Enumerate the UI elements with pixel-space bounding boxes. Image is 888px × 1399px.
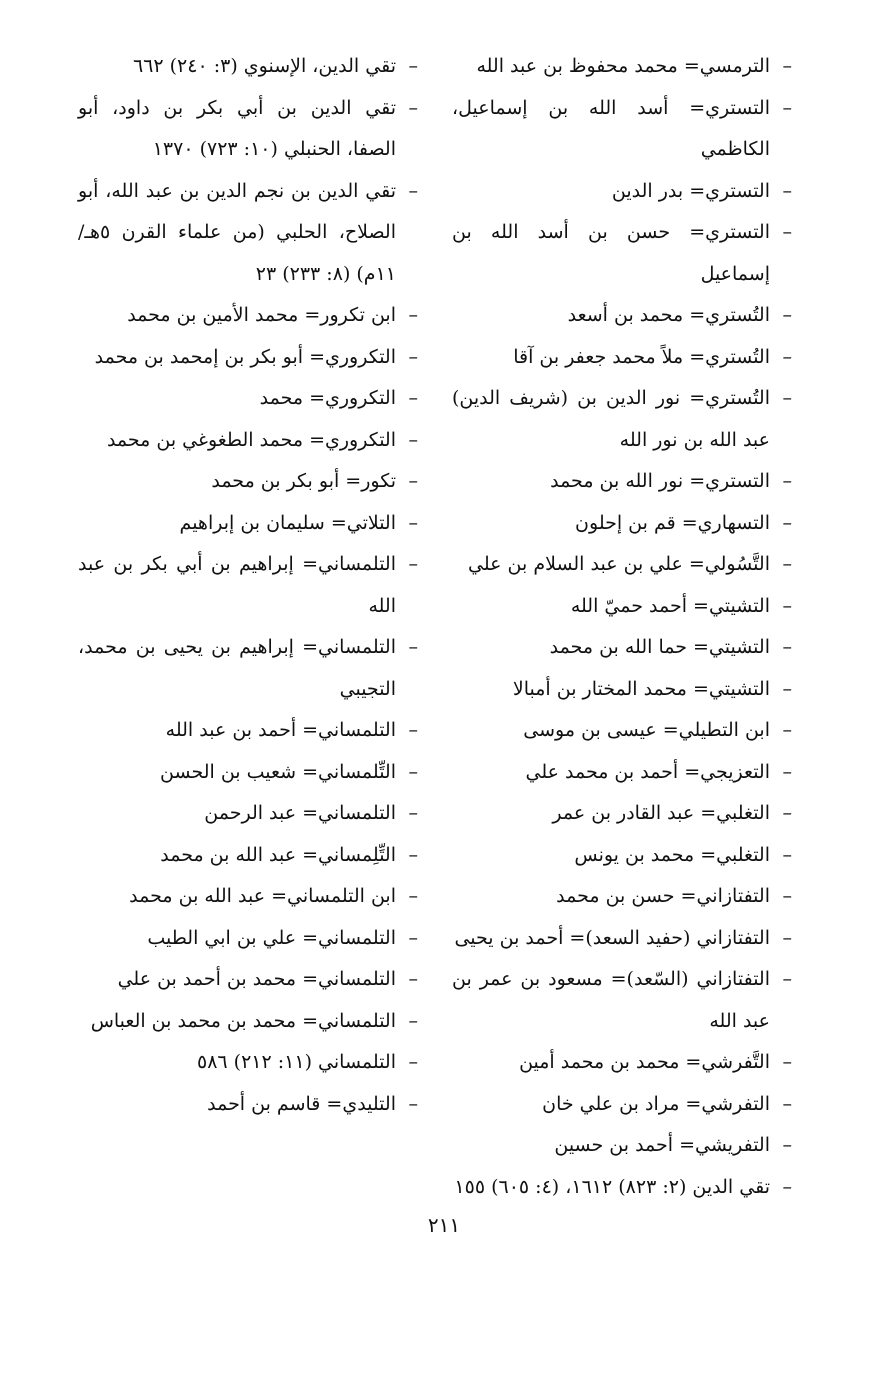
index-entry: – التفرشي= مراد بن علي خان	[452, 1084, 792, 1126]
index-entry: – التكروري= محمد	[78, 378, 418, 420]
index-entry: – التفتازاني (حفيد السعد)= أحمد بن يحيى	[452, 918, 792, 960]
index-entry: – التلمساني= أحمد بن عبد الله	[78, 710, 418, 752]
index-entry: – التلمساني= عبد الرحمن	[78, 793, 418, 835]
right-column	[452, 46, 792, 1208]
index-entry: – التستري= نور الله بن محمد	[452, 461, 792, 503]
index-entry: – التشيتي= حما الله بن محمد	[452, 627, 792, 669]
index-entry: – تقي الدين بن نجم الدين بن عبد الله، أبو الصلاح، الحلبي (من علماء القرن ٥هـ/١١م) (٨: ٢٣٣) ٢٣	[78, 171, 418, 296]
index-entry: – تقي الدين بن أبي بكر بن داود، أبو الصفا، الحنبلي (١٠: ٧٢٣) ١٣٧٠	[78, 88, 418, 171]
index-entry: – التغلبي= عبد القادر بن عمر	[452, 793, 792, 835]
index-entry: – التَّسُولي= علي بن عبد السلام بن علي	[452, 544, 792, 586]
index-entry: – التشيتي= أحمد حميّ الله	[452, 586, 792, 628]
index-entry: – التليدي= قاسم بن أحمد	[78, 1084, 418, 1126]
index-entry: – التلاتي= سليمان بن إبراهيم	[78, 503, 418, 545]
index-entry: – التُستري= نور الدين بن (شريف الدين) عبد الله بن نور الله	[452, 378, 792, 461]
index-entry: – التكروري= محمد الطغوغي بن محمد	[78, 420, 418, 462]
index-entry: – ابن التلمساني= عبد الله بن محمد	[78, 876, 418, 918]
index-entry: – التكروري= أبو بكر بن إمحمد بن محمد	[78, 337, 418, 379]
index-entry: – التُستري= ملاً محمد جعفر بن آقا	[452, 337, 792, 379]
index-entry: – الترمسي= محمد محفوظ بن عبد الله	[452, 46, 792, 88]
index-entry: – التسهاري= قم بن إحلون	[452, 503, 792, 545]
index-entry: – تقي الدين، الإسنوي (٣: ٢٤٠) ٦٦٢	[78, 46, 418, 88]
index-entry: – التفريشي= أحمد بن حسين	[452, 1125, 792, 1167]
index-entry: – التُستري= محمد بن أسعد	[452, 295, 792, 337]
index-entry: – تقي الدين (٢: ٨٢٣) ١٦١٢، (٤: ٦٠٥) ١٥٥	[452, 1167, 792, 1209]
index-entry: – التلمساني= محمد بن أحمد بن علي	[78, 959, 418, 1001]
index-entry: – التستري= بدر الدين	[452, 171, 792, 213]
index-entry: – التلمساني= علي بن ابي الطيب	[78, 918, 418, 960]
index-entry: – التَّفرشي= محمد بن محمد أمين	[452, 1042, 792, 1084]
index-entry: – التلمساني (١١: ٢١٢) ٥٨٦	[78, 1042, 418, 1084]
index-entry: – التلمساني= محمد بن محمد بن العباس	[78, 1001, 418, 1043]
index-entry: – التلمساني= إبراهيم بن أبي بكر بن عبد الله	[78, 544, 418, 627]
index-entry: – التِّلمساني= شعيب بن الحسن	[78, 752, 418, 794]
index-entry: – التفتازاني= حسن بن محمد	[452, 876, 792, 918]
index-entry: – التستري= أسد الله بن إسماعيل، الكاظمي	[452, 88, 792, 171]
index-entry: – التعزيجي= أحمد بن محمد علي	[452, 752, 792, 794]
index-entry: – التغلبي= محمد بن يونس	[452, 835, 792, 877]
index-entry: – التِّلِمساني= عبد الله بن محمد	[78, 835, 418, 877]
page-number: ٢١١	[427, 1213, 461, 1237]
index-entry: – ابن تكرور= محمد الأمين بن محمد	[78, 295, 418, 337]
index-entry: – التفتازاني (السّعد)= مسعود بن عمر بن عبد الله	[452, 959, 792, 1042]
index-entry: – التشيتي= محمد المختار بن أمبالا	[452, 669, 792, 711]
index-entry: – التستري= حسن بن أسد الله بن إسماعيل	[452, 212, 792, 295]
index-entry: – التلمساني= إبراهيم بن يحيى بن محمد، التجيبي	[78, 627, 418, 710]
index-entry: – تكور= أبو بكر بن محمد	[78, 461, 418, 503]
left-column	[78, 46, 418, 1125]
index-entry: – ابن التطيلي= عيسى بن موسى	[452, 710, 792, 752]
